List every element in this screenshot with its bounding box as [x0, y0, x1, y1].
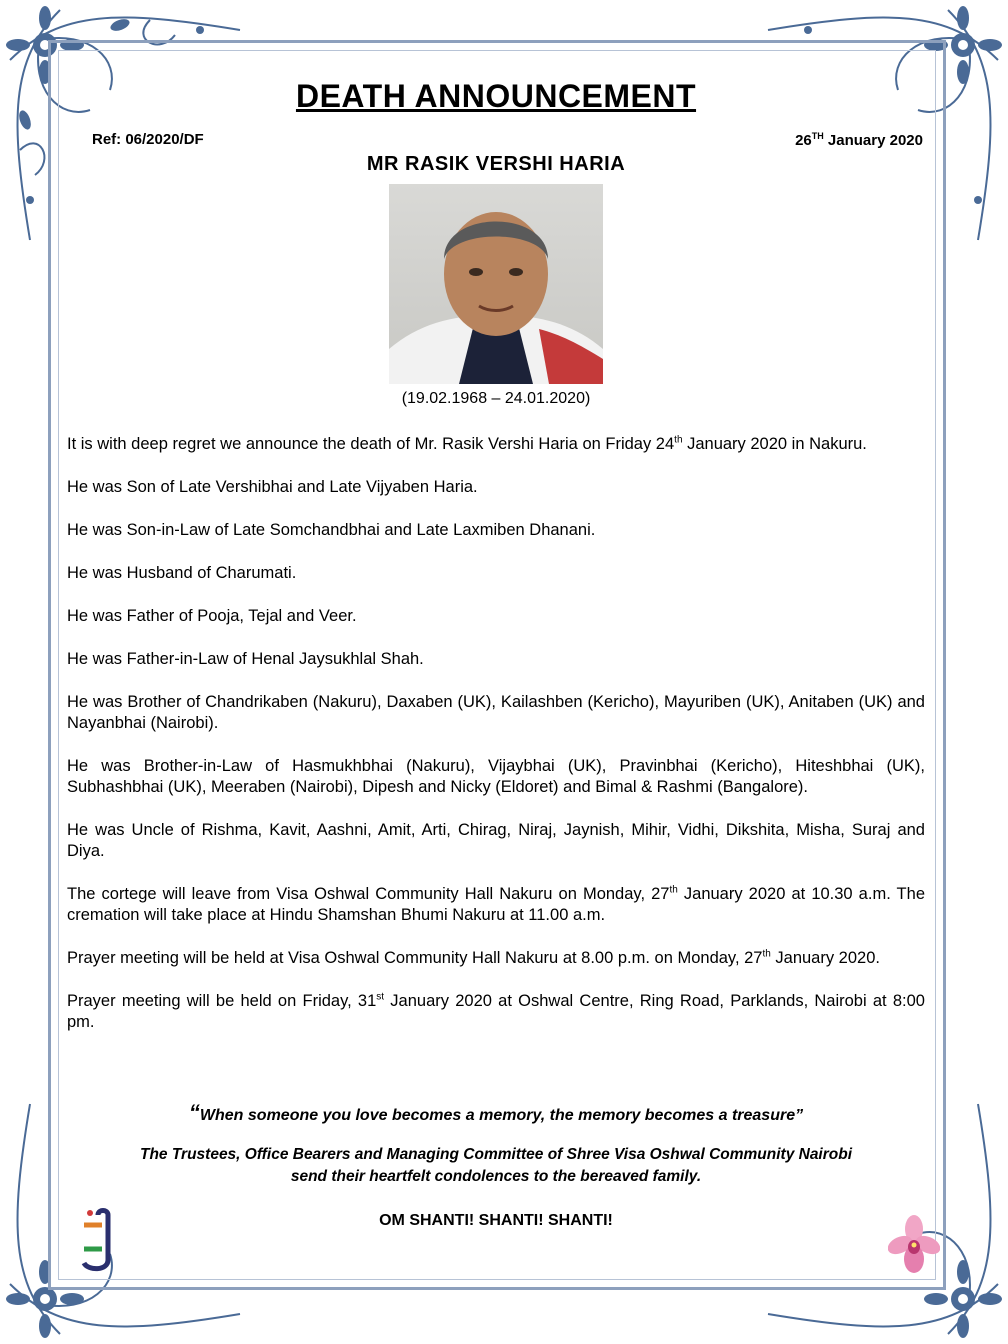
- paragraph-uncle: He was Uncle of Rishma, Kavit, Aashni, Amit, Arti, Chirag, Niraj, Jaynish, Mihir, Vidhi, Dikshita, Misha, Suraj and Diya.: [67, 821, 925, 860]
- paragraph-prayer-nakuru: Prayer meeting will be held at Visa Oshwal Community Hall Nakuru at 8.00 p.m. on Monday, 27th January 2020.: [67, 948, 880, 967]
- announcement-body: [67, 434, 925, 1033]
- paragraph-death-notice: It is with deep regret we announce the death of Mr. Rasik Vershi Haria on Friday 24th January 2020 in Nakuru.: [67, 434, 867, 453]
- paragraph-father-in-law: He was Father-in-Law of Henal Jaysukhlal Shah.: [67, 650, 424, 668]
- date-suffix: TH: [811, 131, 824, 141]
- paragraph-brother: He was Brother of Chandrikaben (Nakuru), Daxaben (UK), Kailashben (Kericho), Mayuriben (UK), Anitaben (UK) and Nayanbhai (Nairobi).: [67, 693, 925, 732]
- condolence-message: The Trustees, Office Bearers and Managing Committee of Shree Visa Oshwal Community Nairobi send their heartfelt condolences to the bereaved family.: [139, 1146, 853, 1185]
- reference-number: Ref: 06/2020/DF: [92, 131, 204, 148]
- shanti-closing: OM SHANTI! SHANTI! SHANTI!: [379, 1212, 613, 1229]
- paragraph-son-in-law: He was Son-in-Law of Late Somchandbhai and Late Laxmiben Dhanani.: [67, 521, 596, 539]
- paragraph-cortege: The cortege will leave from Visa Oshwal Community Hall Nakuru on Monday, 27th January 2020 at 10.30 a.m. The cremation will take place at Hindu Shamshan Bhumi Nakuru at 11.00 a.m.: [67, 884, 925, 924]
- deceased-name: MR RASIK VERSHI HARIA: [366, 153, 626, 175]
- lifespan-dates: (19.02.1968 – 24.01.2020): [401, 390, 591, 407]
- announcement-footer: [67, 1100, 925, 1230]
- paragraph-husband: He was Husband of Charumati.: [67, 564, 297, 582]
- paragraph-father: He was Father of Pooja, Tejal and Veer.: [67, 607, 357, 625]
- pink-orchid-flower-icon: [888, 1215, 940, 1277]
- page-title: DEATH ANNOUNCEMENT: [295, 78, 697, 114]
- portrait-illustration: [389, 184, 603, 384]
- paragraph-prayer-nairobi: Prayer meeting will be held on Friday, 31st January 2020 at Oshwal Centre, Ring Road, Parklands, Nairobi at 8:00 pm.: [67, 991, 925, 1031]
- reference-row: [67, 131, 925, 149]
- announcement-content: [67, 78, 925, 1055]
- paragraph-son-of: He was Son of Late Vershibhai and Late Vijyaben Haria.: [67, 478, 478, 496]
- jain-symbol-logo-icon: [78, 1205, 120, 1275]
- date-day: 26: [795, 132, 812, 149]
- date-rest: January 2020: [823, 132, 923, 149]
- paragraph-brother-in-law: He was Brother-in-Law of Hasmukhbhai (Nakuru), Vijaybhai (UK), Pravinbhai (Kericho), Hiteshbhai (UK), Subhashbhai (UK), Meeraben (Nairobi), Dipesh and Nicky (Eldoret) and Bimal & Rashmi (Bangalore).: [67, 757, 925, 796]
- announcement-date: [795, 131, 923, 149]
- portrait-photo: [389, 184, 603, 384]
- memorial-quote: “When someone you love becomes a memory, the memory becomes a treasure”: [188, 1100, 804, 1125]
